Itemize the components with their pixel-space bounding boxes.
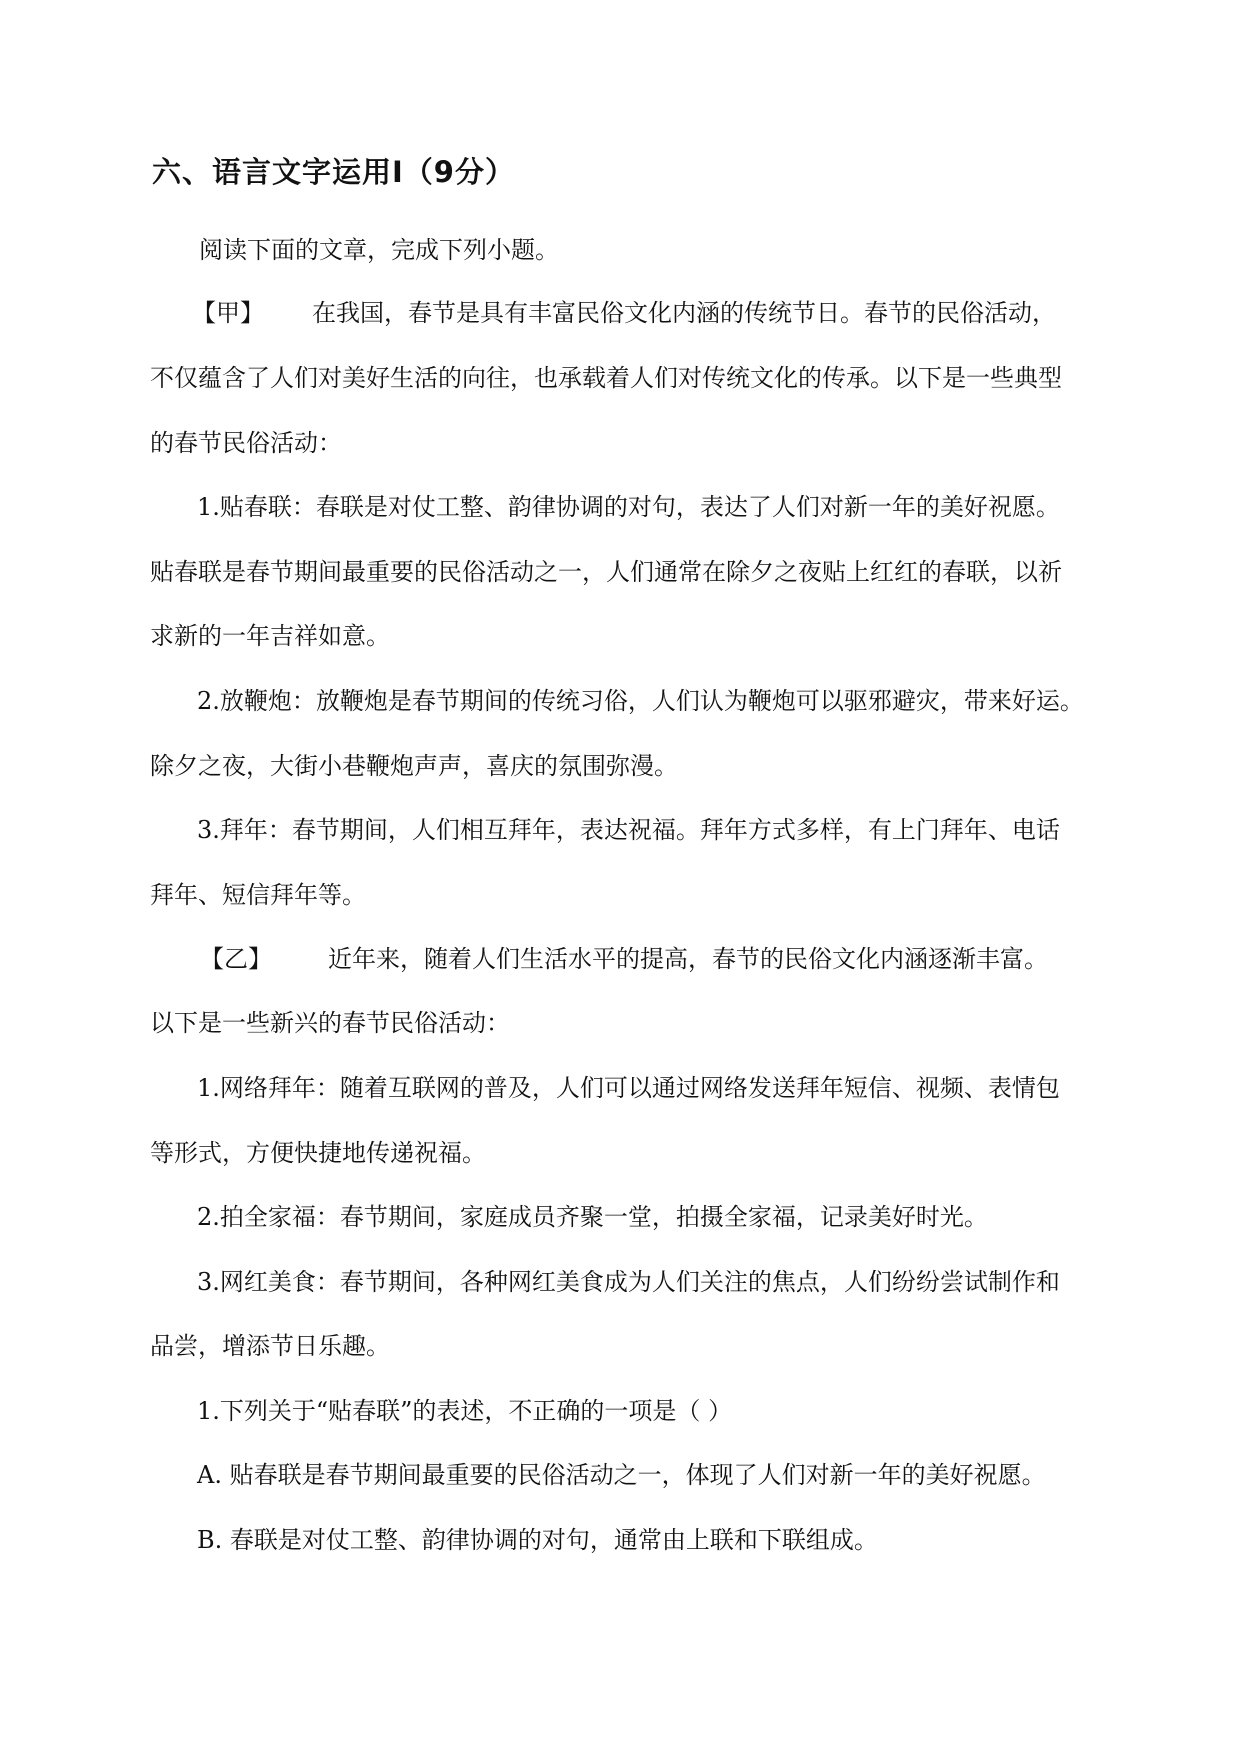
question-stem: 1.下列关于“贴春联”的表述，不正确的一项是（ ）	[197, 1397, 733, 1425]
passage-yi-line: 近年来，随着人们生活水平的提高，春节的民俗文化内涵逐渐丰富。	[328, 945, 1048, 973]
passage-jia-line: 在我国，春节是具有丰富民俗文化内涵的传统节日。春节的民俗活动，	[312, 299, 1056, 327]
yi-item-3-line: 品尝，增添节日乐趣。	[150, 1332, 390, 1360]
passage-yi-line: 以下是一些新兴的春节民俗活动：	[150, 1009, 510, 1037]
passage-yi-intro	[200, 943, 1048, 975]
section-title: 六、语言文字运用Ⅰ（9分）	[152, 155, 515, 189]
yi-item-2-line: 2.拍全家福：春节期间，家庭成员齐聚一堂，拍摄全家福，记录美好时光。	[197, 1203, 988, 1231]
jia-item-1-line: 1.贴春联：春联是对仗工整、韵律协调的对句，表达了人们对新一年的美好祝愿。	[197, 493, 1060, 521]
instruction: 阅读下面的文章，完成下列小题。	[199, 236, 559, 264]
question-option-a: A. 贴春联是春节期间最重要的民俗活动之一，体现了人们对新一年的美好祝愿。	[197, 1461, 1046, 1489]
jia-item-3-line: 3.拜年：春节期间，人们相互拜年，表达祝福。拜年方式多样，有上门拜年、电话	[197, 816, 1060, 844]
jia-item-2-line: 2.放鞭炮：放鞭炮是春节期间的传统习俗，人们认为鞭炮可以驱邪避灾，带来好运。	[197, 687, 1084, 715]
passage-yi-marker: 【乙】	[200, 945, 272, 973]
jia-item-3-line: 拜年、短信拜年等。	[150, 881, 366, 909]
passage-jia-marker: 【甲】	[192, 299, 264, 327]
jia-item-1-line: 求新的一年吉祥如意。	[150, 622, 390, 650]
jia-item-1-line: 贴春联是春节期间最重要的民俗活动之一，人们通常在除夕之夜贴上红红的春联，以祈	[150, 558, 1062, 586]
question-option-b: B. 春联是对仗工整、韵律协调的对句，通常由上联和下联组成。	[197, 1526, 878, 1554]
passage-jia-intro	[192, 297, 1056, 329]
yi-item-1-line: 等形式，方便快捷地传递祝福。	[150, 1139, 486, 1167]
jia-item-2-line: 除夕之夜，大街小巷鞭炮声声，喜庆的氛围弥漫。	[150, 752, 678, 780]
passage-jia-line: 的春节民俗活动：	[150, 429, 342, 457]
yi-item-1-line: 1.网络拜年：随着互联网的普及，人们可以通过网络发送拜年短信、视频、表情包	[197, 1074, 1060, 1102]
passage-jia-line: 不仅蕴含了人们对美好生活的向往，也承载着人们对传统文化的传承。以下是一些典型	[150, 364, 1062, 392]
yi-item-3-line: 3.网红美食：春节期间，各种网红美食成为人们关注的焦点，人们纷纷尝试制作和	[197, 1268, 1060, 1296]
